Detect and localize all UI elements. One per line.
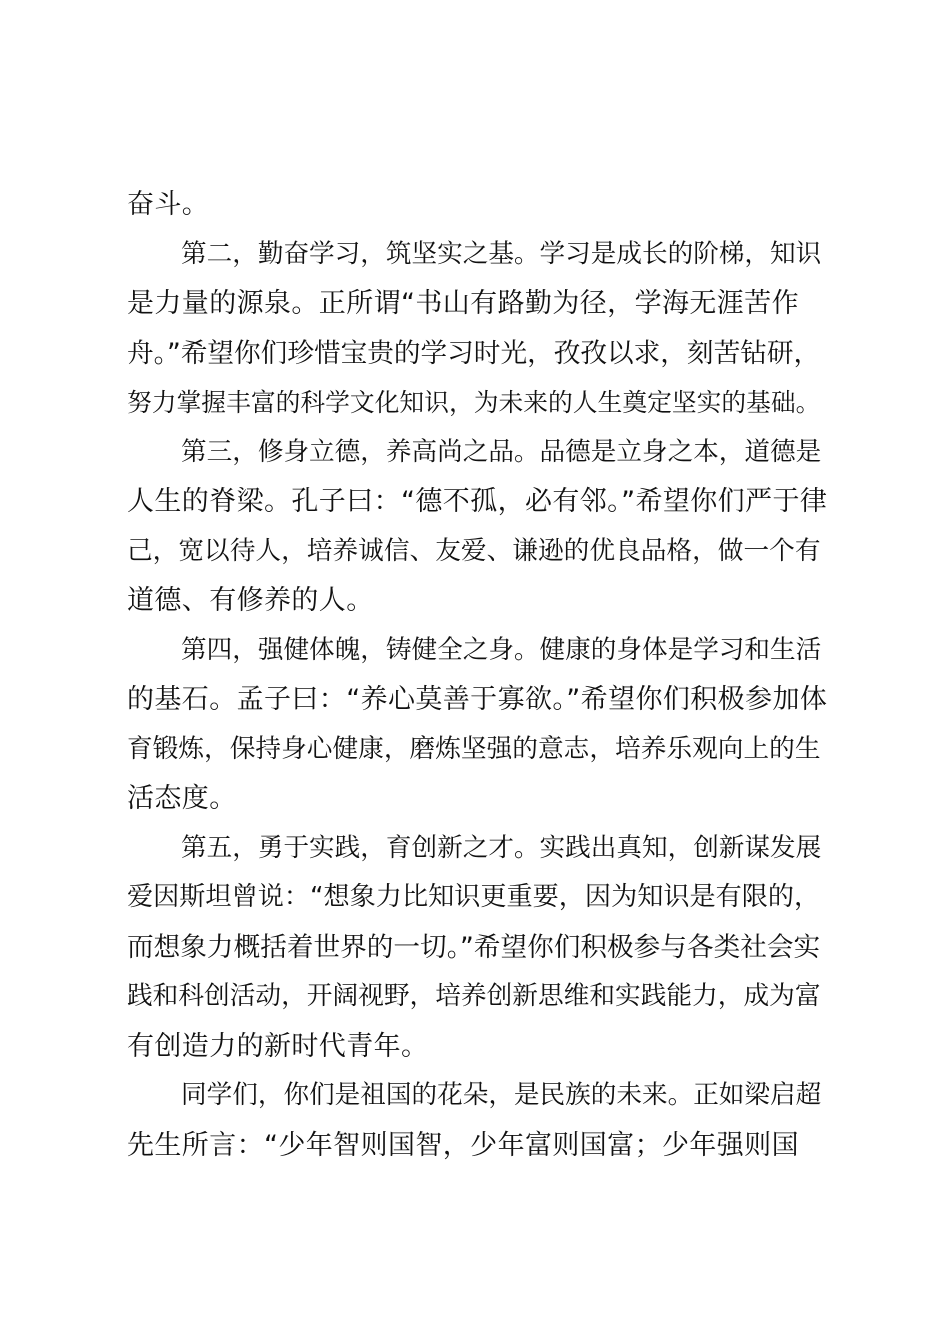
text-line: 第五，勇于实践，育创新之才。实践出真知，创新谋发展 xyxy=(181,832,822,863)
text-line: 第二，勤奋学习，筑坚实之基。学习是成长的阶梯，知识 xyxy=(181,238,822,269)
text-line: 努力掌握丰富的科学文化知识，为未来的人生奠定坚实的基础。 xyxy=(127,388,821,417)
document-body xyxy=(127,180,831,1170)
text-line: 而想象力概括着世界的一切。”希望你们积极参与各类社会实 xyxy=(127,931,821,963)
text-line: 第四，强健体魄，铸健全之身。健康的身体是学习和生活 xyxy=(181,634,822,665)
text-line: 是力量的源泉。正所谓“书山有路勤为径，学海无涯苦作 xyxy=(127,288,799,319)
text-line: 舟。”希望你们珍惜宝贵的学习时光，孜孜以求，刻苦钻研， xyxy=(127,337,821,369)
text-line: 践和科创活动，开阔视野，培养创新思维和实践能力，成为富 xyxy=(127,981,821,1011)
text-line: 同学们，你们是祖国的花朵，是民族的未来。正如梁启超 xyxy=(181,1080,822,1110)
text-line: 第三，修身立德，养高尚之品。品德是立身之本，道德是 xyxy=(181,436,822,467)
text-line: 爱因斯坦曾说：“想象力比知识更重要，因为知识是有限的， xyxy=(127,882,821,912)
text-line: 先生所言：“少年智则国智，少年富则国富；少年强则国 xyxy=(127,1129,799,1161)
text-line: 的基石。孟子曰：“养心莫善于寡欲。”希望你们积极参加体 xyxy=(127,684,828,715)
text-line: 道德、有修养的人。 xyxy=(127,585,374,616)
text-line: 育锻炼，保持身心健康，磨炼坚强的意志，培养乐观向上的生 xyxy=(127,733,821,764)
text-line: 己，宽以待人，培养诚信、友爱、谦逊的优良品格，做一个有 xyxy=(127,535,821,566)
text-line: 奋斗。 xyxy=(127,189,210,220)
text-line: 活态度。 xyxy=(127,783,237,814)
text-line: 人生的脊梁。孔子曰：“德不孤，必有邻。”希望你们严于律 xyxy=(127,486,828,517)
text-line: 有创造力的新时代青年。 xyxy=(127,1030,429,1062)
